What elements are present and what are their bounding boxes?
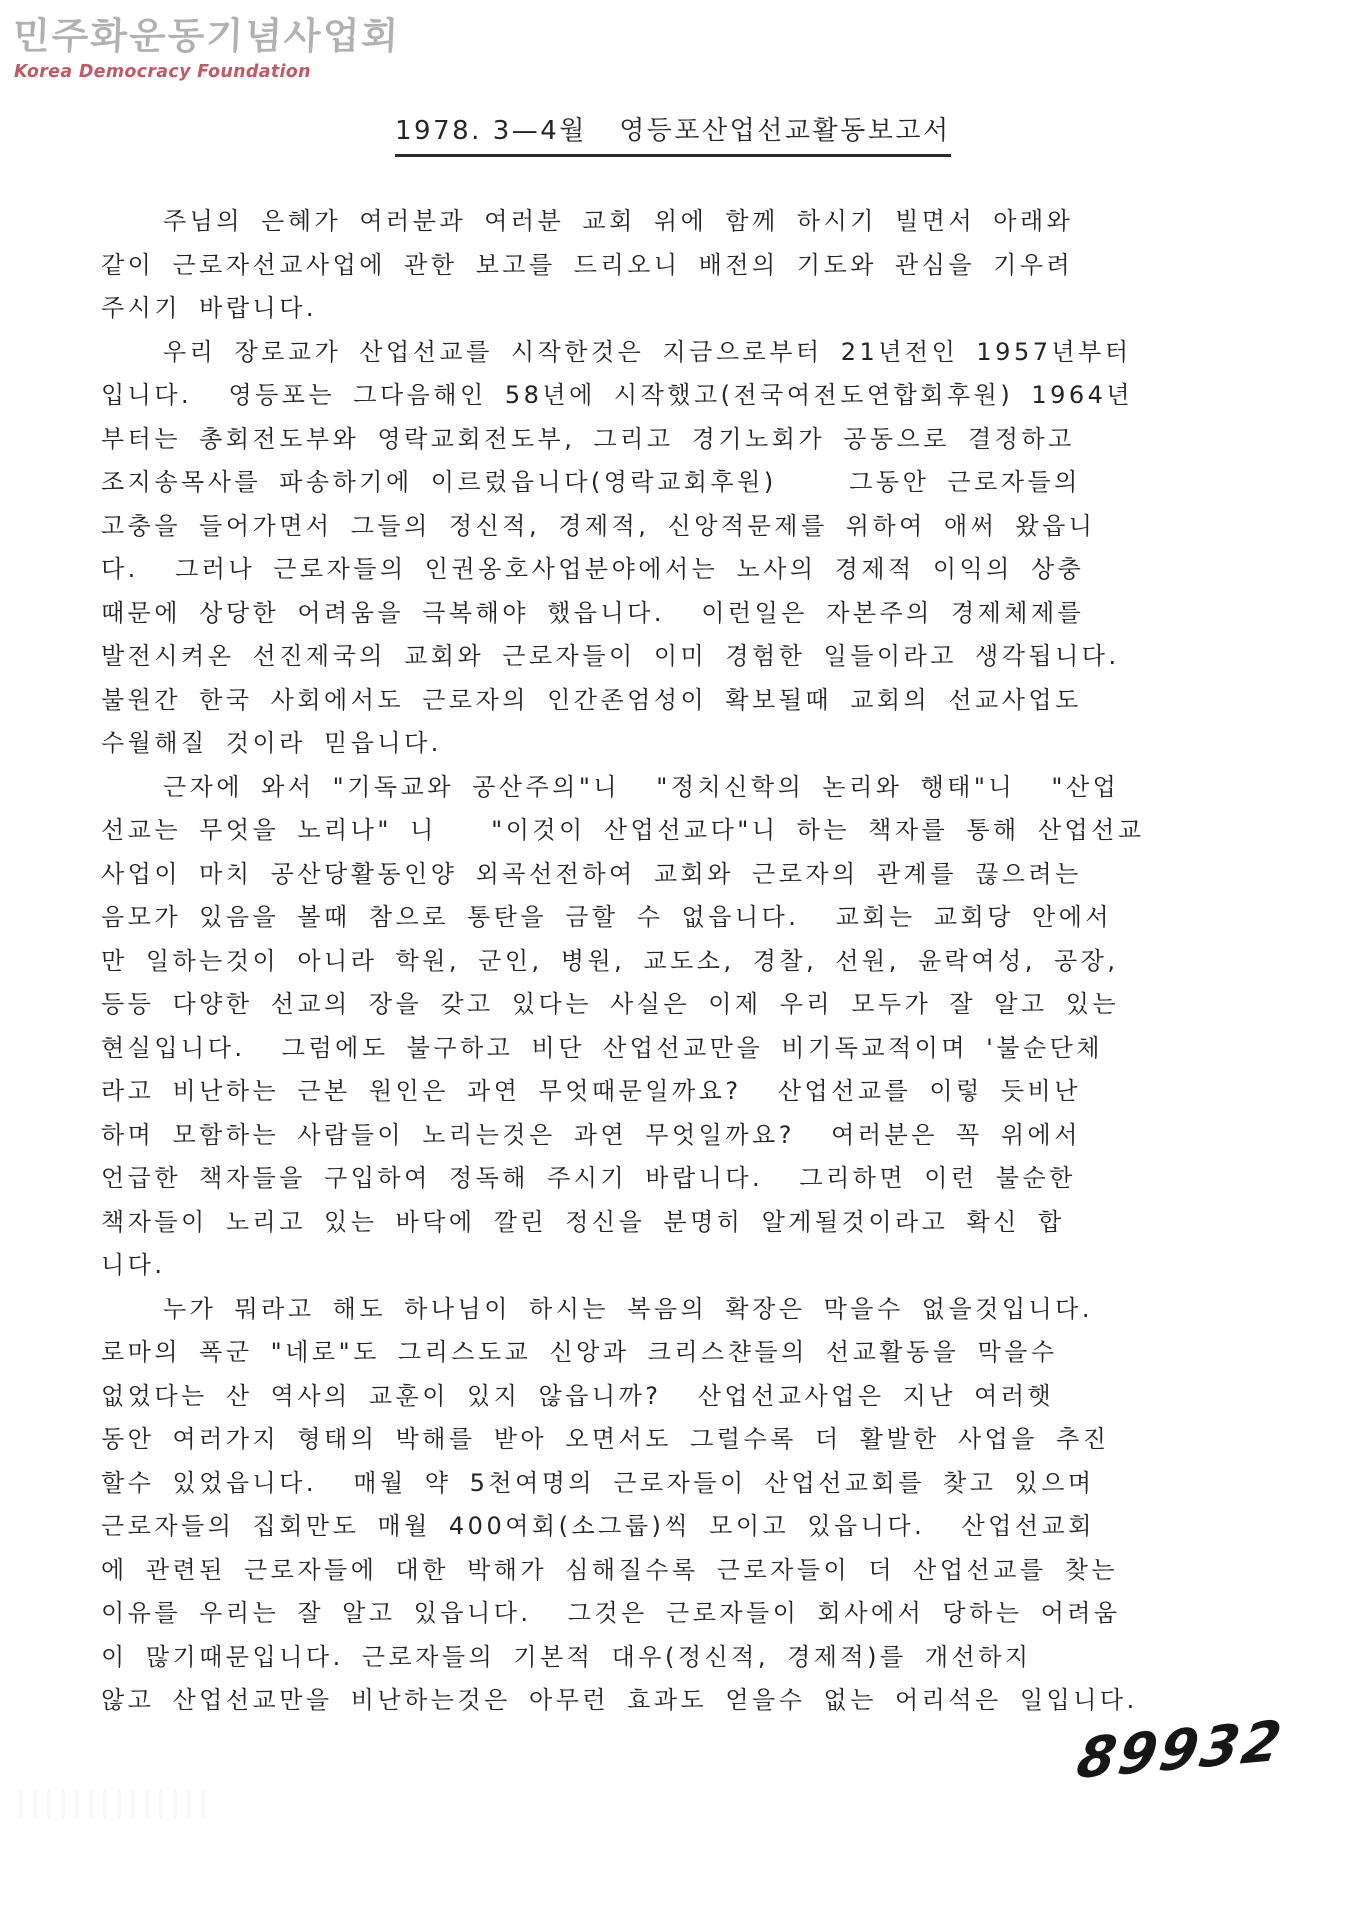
text-line: 할수 있었읍니다. 매월 약 5천여명의 근로자들이 산업선교회를 찾고 있으며 — [101, 1468, 1095, 1497]
text-line: 부터는 총회전도부와 영락교회전도부, 그리고 경기노회가 공동으로 결정하고 — [101, 424, 1075, 453]
text-line: 우리 장로교가 산업선교를 시작한것은 지금으로부터 21년전인 1957년부터 — [163, 337, 1132, 366]
text-line: 주님의 은혜가 여러분과 여러분 교회 위에 함께 하시기 빌면서 아래와 — [163, 207, 1074, 235]
handwritten-archive-number: 89932 — [1072, 1708, 1289, 1792]
text-line: 하며 모함하는 사람들이 노리는것은 과연 무엇일까요? 여러분은 꼭 위에서 — [101, 1120, 1081, 1149]
text-line: 불원간 한국 사회에서도 근로자의 인간존엄성이 확보될때 교회의 선교사업도 — [101, 685, 1082, 714]
text-line: 현실입니다. 그럼에도 불구하고 비단 산업선교만을 비기독교적이며 '불순단체 — [101, 1033, 1104, 1062]
text-line: 근로자들의 집회만도 매월 400여회(소그룹)씩 모이고 있읍니다. 산업선교회 — [101, 1512, 1095, 1540]
text-line: 책자들이 노리고 있는 바닥에 깔린 정신을 분명히 알게될것이라고 확신 합 — [101, 1207, 1065, 1236]
document-title: 1978. 3—4월 영등포산업선교활동보고서 — [395, 110, 951, 157]
text-line: 이 많기때문입니다. 근로자들의 기본적 대우(정신적, 경제적)를 개선하지 — [101, 1642, 1032, 1671]
text-line: 입니다. 영등포는 그다음해인 58년에 시작했고(전국여전도연합회후원) 1964년 — [101, 381, 1134, 409]
text-line: 않고 산업선교만을 비난하는것은 아무런 효과도 얻을수 없는 어리석은 일입니다. — [101, 1686, 1138, 1714]
text-line: 누가 뭐라고 해도 하나님이 하시는 복음의 확장은 막을수 없을것입니다. — [163, 1294, 1093, 1323]
text-line: 없었다는 산 역사의 교훈이 있지 않읍니까? 산업선교사업은 지난 여러햇 — [101, 1381, 1055, 1410]
text-line: 수월해질 것이라 믿읍니다. — [101, 729, 442, 757]
kdf-logo — [14, 6, 401, 82]
scan-smudge — [20, 1790, 210, 1818]
text-line: 같이 근로자선교사업에 관한 보고를 드리오니 배전의 기도와 관심을 기우려 — [101, 250, 1074, 279]
text-line: 등등 다양한 선교의 장을 갖고 있다는 사실은 이제 우리 모두가 잘 알고 있는 — [101, 990, 1120, 1018]
text-line: 니다. — [101, 1251, 166, 1279]
text-line: 언급한 책자들을 구입하여 정독해 주시기 바랍니다. 그리하면 이런 불순한 — [101, 1164, 1076, 1192]
text-line: 로마의 폭군 "네로"도 그리스도교 신앙과 크리스챤들의 선교활동을 막을수 — [101, 1338, 1058, 1366]
text-line: 다. 그러나 근로자들의 인권옹호사업분야에서는 노사의 경제적 이익의 상충 — [101, 555, 1085, 583]
text-line: 발전시켜온 선진제국의 교회와 근로자들이 이미 경험한 일들이라고 생각됩니다. — [101, 642, 1120, 670]
kdf-logo-korean-calligraphy: 민주화운동기념사업회 — [12, 14, 401, 58]
text-line: 음모가 있음을 볼때 참으로 통탄을 금할 수 없읍니다. 교회는 교회당 안에서 — [101, 903, 1113, 931]
text-line: 동안 여러가지 형태의 박해를 받아 오면서도 그럴수록 더 활발한 사업을 추진 — [101, 1425, 1110, 1453]
text-line: 에 관련된 근로자들에 대한 박해가 심해질수록 근로자들이 더 산업선교를 찾는 — [101, 1555, 1119, 1584]
text-line: 때문에 상당한 어려움을 극복해야 했읍니다. 이런일은 자본주의 경제체제를 — [101, 598, 1085, 627]
text-line: 고충을 들어가면서 그들의 정신적, 경제적, 신앙적문제를 위하여 애써 왔읍니 — [101, 511, 1096, 540]
text-line: 라고 비난하는 근본 원인은 과연 무엇때문일까요? 산업선교를 이렇 듯비난 — [101, 1077, 1081, 1105]
text-line: 선교는 무엇을 노리나" 니 "이것이 산업선교다"니 하는 책자를 통해 산업선교 — [101, 816, 1145, 844]
text-line: 조지송목사를 파송하기에 이르렀읍니다(영락교회후원) 그동안 근로자들의 — [101, 468, 1081, 496]
text-line: 근자에 와서 "기독교와 공산주의"니 "정치신학의 논리와 행태"니 "산업 — [163, 772, 1120, 801]
text-line: 사업이 마치 공산당활동인양 외곡선전하여 교회와 근로자의 관계를 끊으려는 — [101, 859, 1082, 888]
document-body — [101, 200, 1276, 1723]
text-line: 이유를 우리는 잘 알고 있읍니다. 그것은 근로자들이 회사에서 당하는 어려움 — [101, 1599, 1121, 1627]
text-line: 주시기 바랍니다. — [101, 294, 318, 322]
kdf-logo-english-text: Korea Democracy Foundation — [14, 62, 311, 82]
text-line: 만 일하는것이 아니라 학원, 군인, 병원, 교도소, 경찰, 선원, 윤락여성, 공장, — [101, 946, 1119, 975]
